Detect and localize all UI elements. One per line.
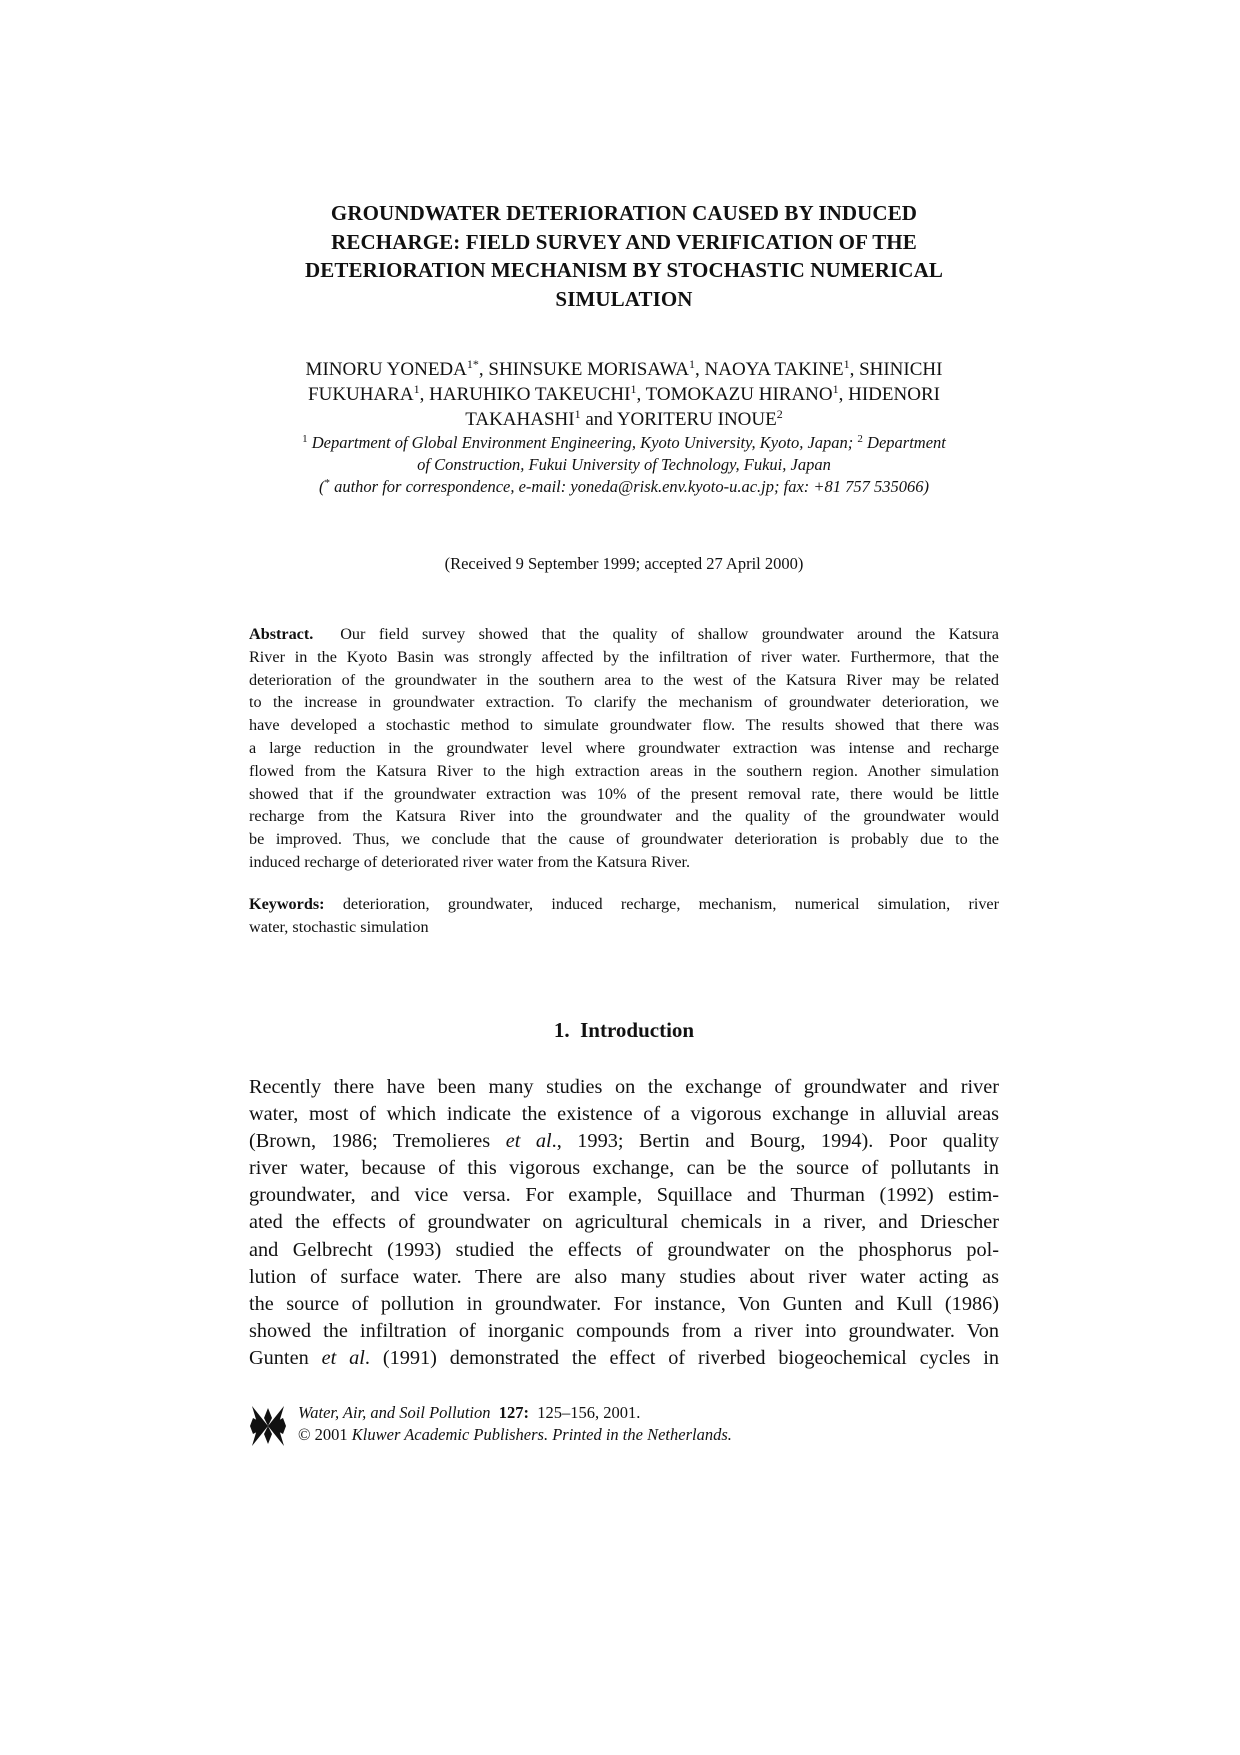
correspondence-text: author for correspondence, e-mail: yoneda@risk.env.kyoto-u.ac.jp; fax: +81 757 535066) [329, 477, 930, 496]
body-text: . (1991) demonstrated the effect of riverbed biogeochemical cycles in [364, 1346, 999, 1369]
author-affiliation-mark: 1 [574, 407, 581, 421]
keywords [249, 893, 999, 939]
author-name: NAOYA TAKINE [704, 359, 844, 380]
author-list [249, 357, 999, 432]
body-line: Recently there have been many studies on the exchange of groundwater and river [249, 1076, 999, 1098]
author-separator: and [580, 409, 617, 430]
abstract-line: showed that if the groundwater extraction was 10% of the present removal rate, there would be little [249, 784, 999, 803]
abstract-line: deterioration of the groundwater in the southern area to the west of the Katsura River may be related [249, 670, 999, 689]
keywords-label: Keywords: [249, 895, 325, 913]
abstract-label: Abstract. [249, 625, 314, 643]
paper-title [249, 199, 999, 313]
journal-footer [249, 1402, 999, 1450]
journal-volume: 127: [498, 1403, 530, 1422]
section-number: 1. [553, 1018, 570, 1042]
body-line [249, 1128, 999, 1155]
affiliation-text: Department of Global Environment Engineering, Kyoto University, Kyoto, Japan; [307, 433, 858, 452]
keywords-line [249, 893, 999, 916]
author-line [249, 357, 999, 382]
author-affiliation-mark: 1 [832, 382, 839, 396]
section-heading [249, 1016, 999, 1044]
affiliation-line [249, 432, 999, 454]
abstract-line: to the increase in groundwater extraction. To clarify the mechanism of groundwater deterioration, we [249, 693, 999, 712]
body-line: lution of surface water. There are also many studies about river water acting as [249, 1265, 999, 1288]
affiliation-text: Department [862, 433, 946, 452]
author-name: HARUHIKO TAKEUCHI [429, 384, 631, 405]
body-line: the source of pollution in groundwater. For instance, Von Gunten and Kull (1986) [249, 1292, 999, 1315]
title-line: DETERIORATION MECHANISM BY STOCHASTIC NUMERICAL [305, 258, 943, 282]
abstract-line: River in the Kyoto Basin was strongly affected by the infiltration of river water. Furthermore, that the [249, 647, 999, 666]
body-line: ated the effects of groundwater on agricultural chemicals in a river, and Driescher [249, 1211, 999, 1234]
keywords-text: deterioration, groundwater, induced recharge, mechanism, numerical simulation, river [342, 895, 999, 913]
author-separator: , [695, 359, 705, 380]
journal-pages: 125–156, 2001. [537, 1403, 641, 1422]
affiliation-mark: 2 [857, 433, 863, 445]
abstract-line: recharge from the Katsura River into the groundwater and the quality of the groundwater would [249, 807, 999, 826]
author-affiliation-mark: 2 [776, 407, 783, 421]
title-line: RECHARGE: FIELD SURVEY AND VERIFICATION OF THE [331, 229, 917, 254]
body-line: showed the infiltration of inorganic compounds from a river into groundwater. Von [249, 1319, 999, 1342]
abstract-line: be improved. Thus, we conclude that the cause of groundwater deterioration is probably due to the [249, 830, 999, 849]
received-dates: (Received 9 September 1999; accepted 27 April 2000) [444, 554, 804, 573]
author-name: MINORU YONEDA [305, 359, 467, 380]
copyright-line [298, 1424, 732, 1446]
body-text: Gunten [249, 1346, 322, 1369]
author-affiliation-mark: 1 [843, 357, 850, 371]
abstract-line: a large reduction in the groundwater level where groundwater extraction was intense and recharge [249, 738, 999, 757]
abstract-line [249, 623, 999, 646]
author-name: TOMOKAZU HIRANO [645, 384, 833, 405]
author-separator: , [478, 359, 489, 380]
author-line [249, 382, 999, 407]
abstract [249, 623, 999, 874]
author-name: SHINSUKE MORISAWA [488, 359, 690, 380]
introduction-text [249, 1074, 999, 1372]
title-line: GROUNDWATER DETERIORATION CAUSED BY INDUCED [330, 201, 918, 225]
author-affiliation-mark: 1 [689, 357, 696, 371]
abstract-line: have developed a stochastic method to simulate groundwater flow. The results showed that there was [249, 716, 999, 735]
citation-line [298, 1402, 732, 1424]
affiliation-line: of Construction, Fukui University of Technology, Fukui, Japan [417, 455, 831, 474]
abstract-line: induced recharge of deteriorated river water from the Katsura River. [249, 852, 691, 871]
body-text: ., 1993; Bertin and Bourg, 1994). Poor quality [551, 1130, 999, 1153]
affiliation-mark: 1 [302, 433, 308, 445]
author-affiliation-mark: 1 [630, 382, 637, 396]
author-affiliation-mark: 1 [413, 382, 420, 396]
kluwer-logo-icon [249, 1404, 287, 1448]
et-al: et al [505, 1130, 552, 1153]
author-name: TAKAHASHI [465, 409, 575, 430]
affiliations [249, 432, 999, 498]
body-line: and Gelbrecht (1993) studied the effects of groundwater on the phosphorus pol- [249, 1238, 999, 1261]
author-line [249, 407, 999, 432]
publisher: Kluwer Academic Publishers. Printed in the Netherlands. [351, 1425, 732, 1444]
abstract-text: Our field survey showed that the quality of shallow groundwater around the Katsura [340, 625, 999, 643]
body-line: groundwater, and vice versa. For example, Squillace and Thurman (1992) estim- [249, 1184, 999, 1207]
journal-name: Water, Air, and Soil Pollution [298, 1403, 491, 1422]
abstract-line: flowed from the Katsura River to the high extraction areas in the southern region. Another simulation [249, 761, 999, 780]
correspondence-paren: ( [318, 477, 325, 496]
correspondence-line [249, 476, 999, 498]
et-al: et al [321, 1346, 365, 1369]
author-separator: , SHINICHI [849, 359, 943, 380]
copyright: © 2001 [298, 1425, 348, 1444]
author-name: YORITERU INOUE [616, 409, 777, 430]
citation [298, 1402, 732, 1446]
body-line: water, most of which indicate the existence of a vigorous exchange in alluvial areas [249, 1103, 999, 1126]
author-separator: , [419, 384, 430, 405]
author-separator: , HIDENORI [838, 384, 940, 405]
section-title: Introduction [580, 1018, 695, 1042]
author-affiliation-mark: 1* [466, 357, 479, 371]
author-separator: , [636, 384, 646, 405]
keywords-line: water, stochastic simulation [249, 917, 429, 936]
author-name: FUKUHARA [308, 384, 414, 405]
body-line [249, 1345, 999, 1372]
body-text: (Brown, 1986; Tremolieres [249, 1130, 506, 1153]
title-line: SIMULATION [555, 286, 693, 311]
body-line: river water, because of this vigorous exchange, can be the source of pollutants in [249, 1157, 999, 1180]
correspondence-mark: * [324, 477, 330, 489]
